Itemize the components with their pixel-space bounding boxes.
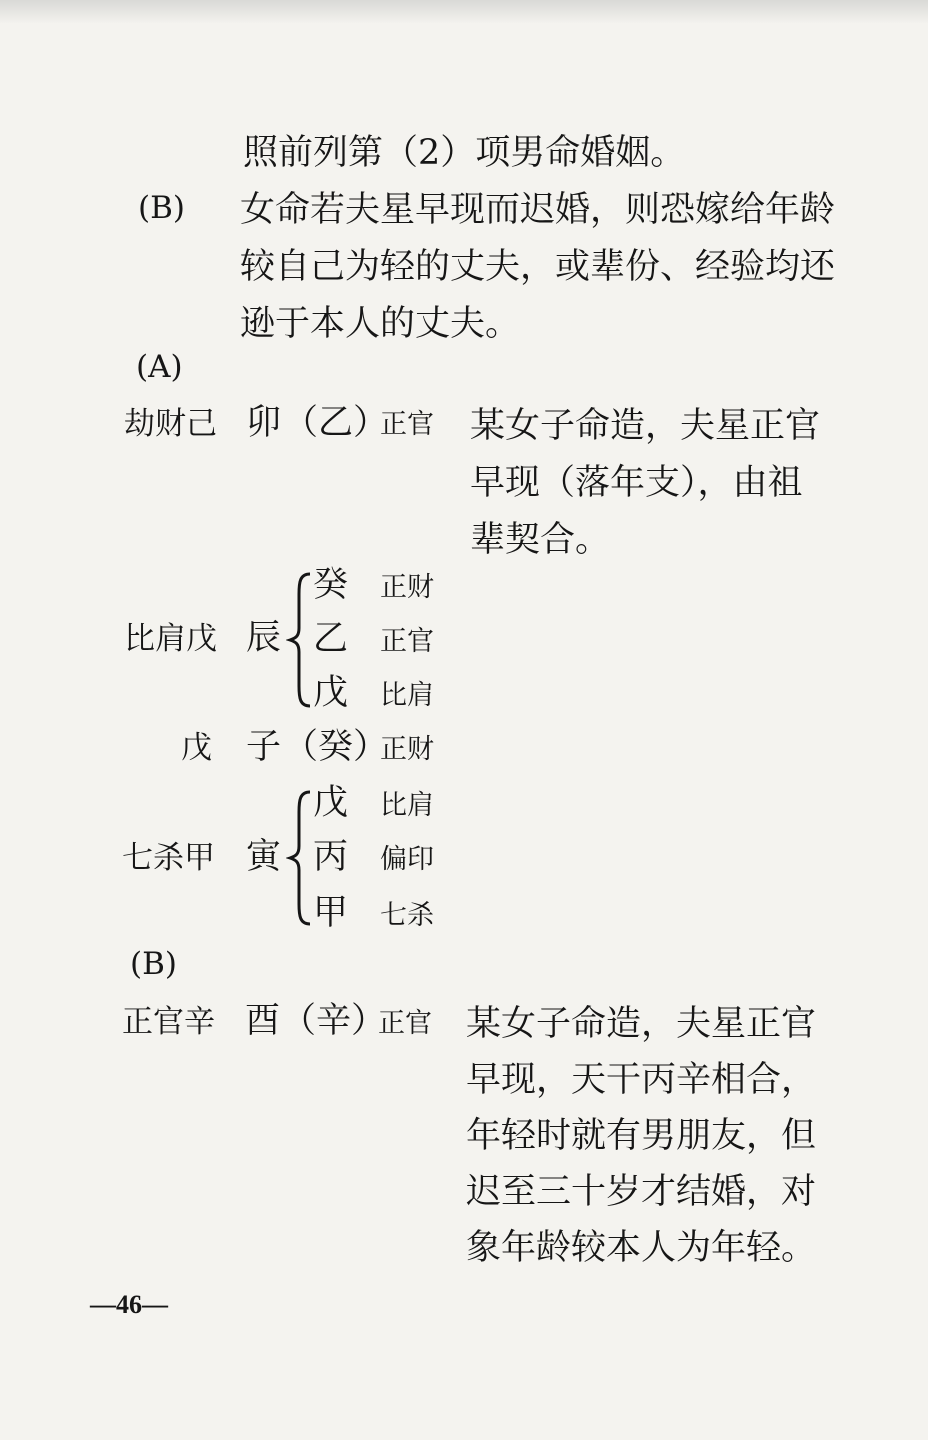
hidden-ten-god: 比肩 xyxy=(380,790,434,821)
example-a-label: (A) xyxy=(136,349,183,385)
page-number: —46— xyxy=(90,1290,168,1319)
ten-god-label: 正官辛 xyxy=(122,1004,215,1040)
earthly-branch: 子 xyxy=(246,727,282,767)
note-line: 象年龄较本人为年轻。 xyxy=(466,1228,817,1268)
hidden-stem: 丙 xyxy=(313,837,349,877)
note-line: 早现（落年支），由祖 xyxy=(470,463,803,503)
section-b-paragraph xyxy=(240,182,835,353)
note-line: 早现，天干丙辛相合， xyxy=(466,1060,817,1100)
earthly-branch: 酉 xyxy=(245,1001,281,1041)
hidden-ten-god: 偏印 xyxy=(380,844,434,875)
note-line: 某女子命造，夫星正官 xyxy=(466,1004,817,1044)
hidden-stem: 乙 xyxy=(313,619,349,659)
note-line: 迟至三十岁才结婚，对 xyxy=(466,1172,817,1212)
continuation-line: 照前列第（2）项男命婚姻。 xyxy=(243,133,686,173)
hidden-stem: 癸 xyxy=(313,565,349,605)
hidden-ten-god: 七杀 xyxy=(380,900,434,931)
hidden-ten-god: 正官 xyxy=(380,626,434,657)
note-line: 年轻时就有男朋友，但 xyxy=(466,1116,817,1156)
earthly-branch: 寅 xyxy=(246,837,282,877)
ten-god-label: 劫财己 xyxy=(124,406,217,442)
paragraph-line: 逊于本人的丈夫。 xyxy=(240,304,521,344)
hidden-stem: （辛） xyxy=(281,1001,387,1041)
brace-bracket xyxy=(286,788,316,928)
ten-god-label: 比肩戊 xyxy=(124,621,217,657)
hidden-stem: （乙） xyxy=(283,403,389,443)
hidden-ten-god: 正财 xyxy=(380,572,434,603)
earthly-branch: 卯 xyxy=(246,403,282,443)
ten-god-label: 戊 xyxy=(181,730,212,766)
hidden-ten-god: 比肩 xyxy=(380,680,434,711)
hidden-stem: 戊 xyxy=(313,783,349,823)
note-line: 辈契合。 xyxy=(470,520,611,560)
hidden-ten-god: 正财 xyxy=(380,734,434,765)
hidden-ten-god: 正官 xyxy=(380,409,434,440)
example-b-note xyxy=(466,996,816,1276)
hidden-stem: 戊 xyxy=(313,673,349,713)
hidden-stem: （癸） xyxy=(283,727,389,767)
hidden-ten-god: 正官 xyxy=(378,1008,432,1039)
paragraph-line: 较自己为轻的丈夫，或辈份、经验均还 xyxy=(240,247,836,287)
hidden-stem: 甲 xyxy=(313,893,349,933)
earthly-branch: 辰 xyxy=(246,618,282,658)
brace-bracket xyxy=(286,570,316,710)
scan-shadow xyxy=(0,0,928,24)
note-line: 某女子命造，夫星正官 xyxy=(470,406,821,446)
example-a-note xyxy=(470,398,820,569)
section-b-label: (B) xyxy=(138,190,185,226)
ten-god-label: 七杀甲 xyxy=(122,840,215,876)
example-b-label: (B) xyxy=(130,946,177,982)
paragraph-line: 女命若夫星早现而迟婚，则恐嫁给年龄 xyxy=(240,190,836,230)
